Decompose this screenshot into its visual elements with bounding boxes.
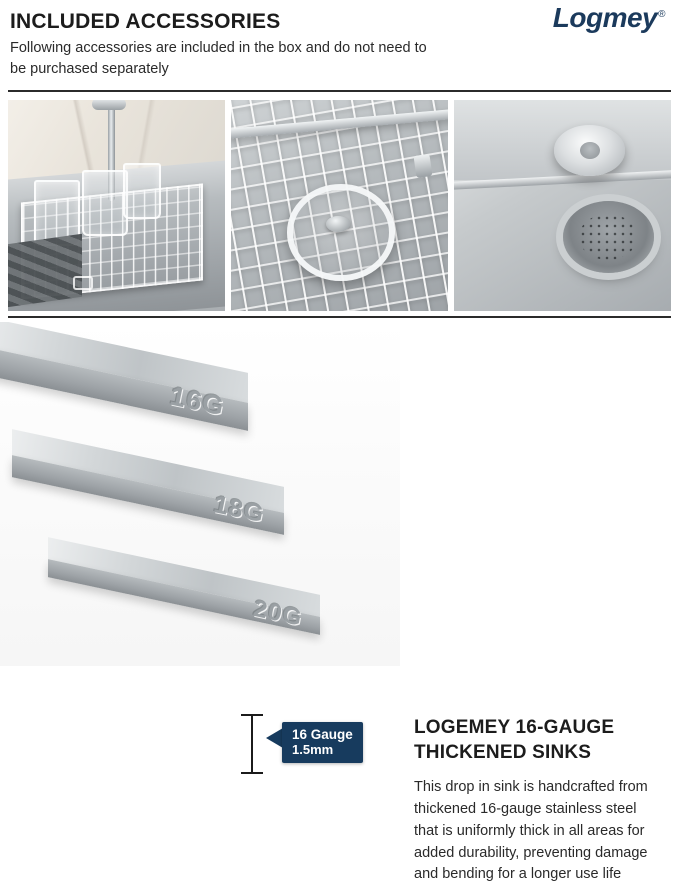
rack-mat-edge [8,234,82,308]
callout-arrow-icon [266,728,283,748]
gauge-section [0,314,679,883]
registered-trademark-icon: ® [658,8,665,20]
drain-opening [73,276,93,290]
drain-cap-icon [554,125,626,176]
strainer-basket-icon [563,201,654,273]
steel-slab-20g [48,537,320,635]
gauge-callout-badge [282,722,363,763]
strainer-ring-icon [287,184,394,280]
glass-cup-icon [82,170,128,236]
caliper-line [251,714,253,774]
gauge-text-block [414,716,664,886]
brand-name: Logmey [552,2,658,33]
grid-foot-icon [413,154,432,178]
brand-logo [553,2,665,34]
gauge-comparison-illustration [0,322,400,666]
photo-strainer-and-basket [454,100,671,311]
caliper-tick-bottom [241,772,263,774]
callout-line-1: 16 Gauge [292,727,353,742]
accessory-photo-strip [0,92,679,314]
page-title: INCLUDED ACCESSORIES [10,10,281,33]
section-divider [8,316,671,318]
gauge-description: This drop in sink is handcrafted from thickened 16-gauge stainless steel that is uniformly thick in all areas for added durability, preventing damage and bending for a longer use life [414,779,648,883]
photo-dish-drying-rack [8,100,225,311]
slab-label-20g: 20G [253,594,302,633]
steel-slab-18g [12,429,284,535]
slab-label-16g: 16G [169,380,224,422]
gauge-heading: LOGEMEY 16-GAUGE THICKENED SINKS [414,717,615,763]
photo-bottom-grid [231,100,448,311]
slab-label-18g: 18G [213,489,264,529]
callout-line-2: 1.5mm [292,741,334,757]
steel-slab-16g [0,322,248,431]
header-divider [8,90,671,92]
page-subtitle: Following accessories are included in the box and do not need to be purchased separately [10,40,427,77]
header [0,0,679,92]
glass-cup-icon [123,163,161,219]
